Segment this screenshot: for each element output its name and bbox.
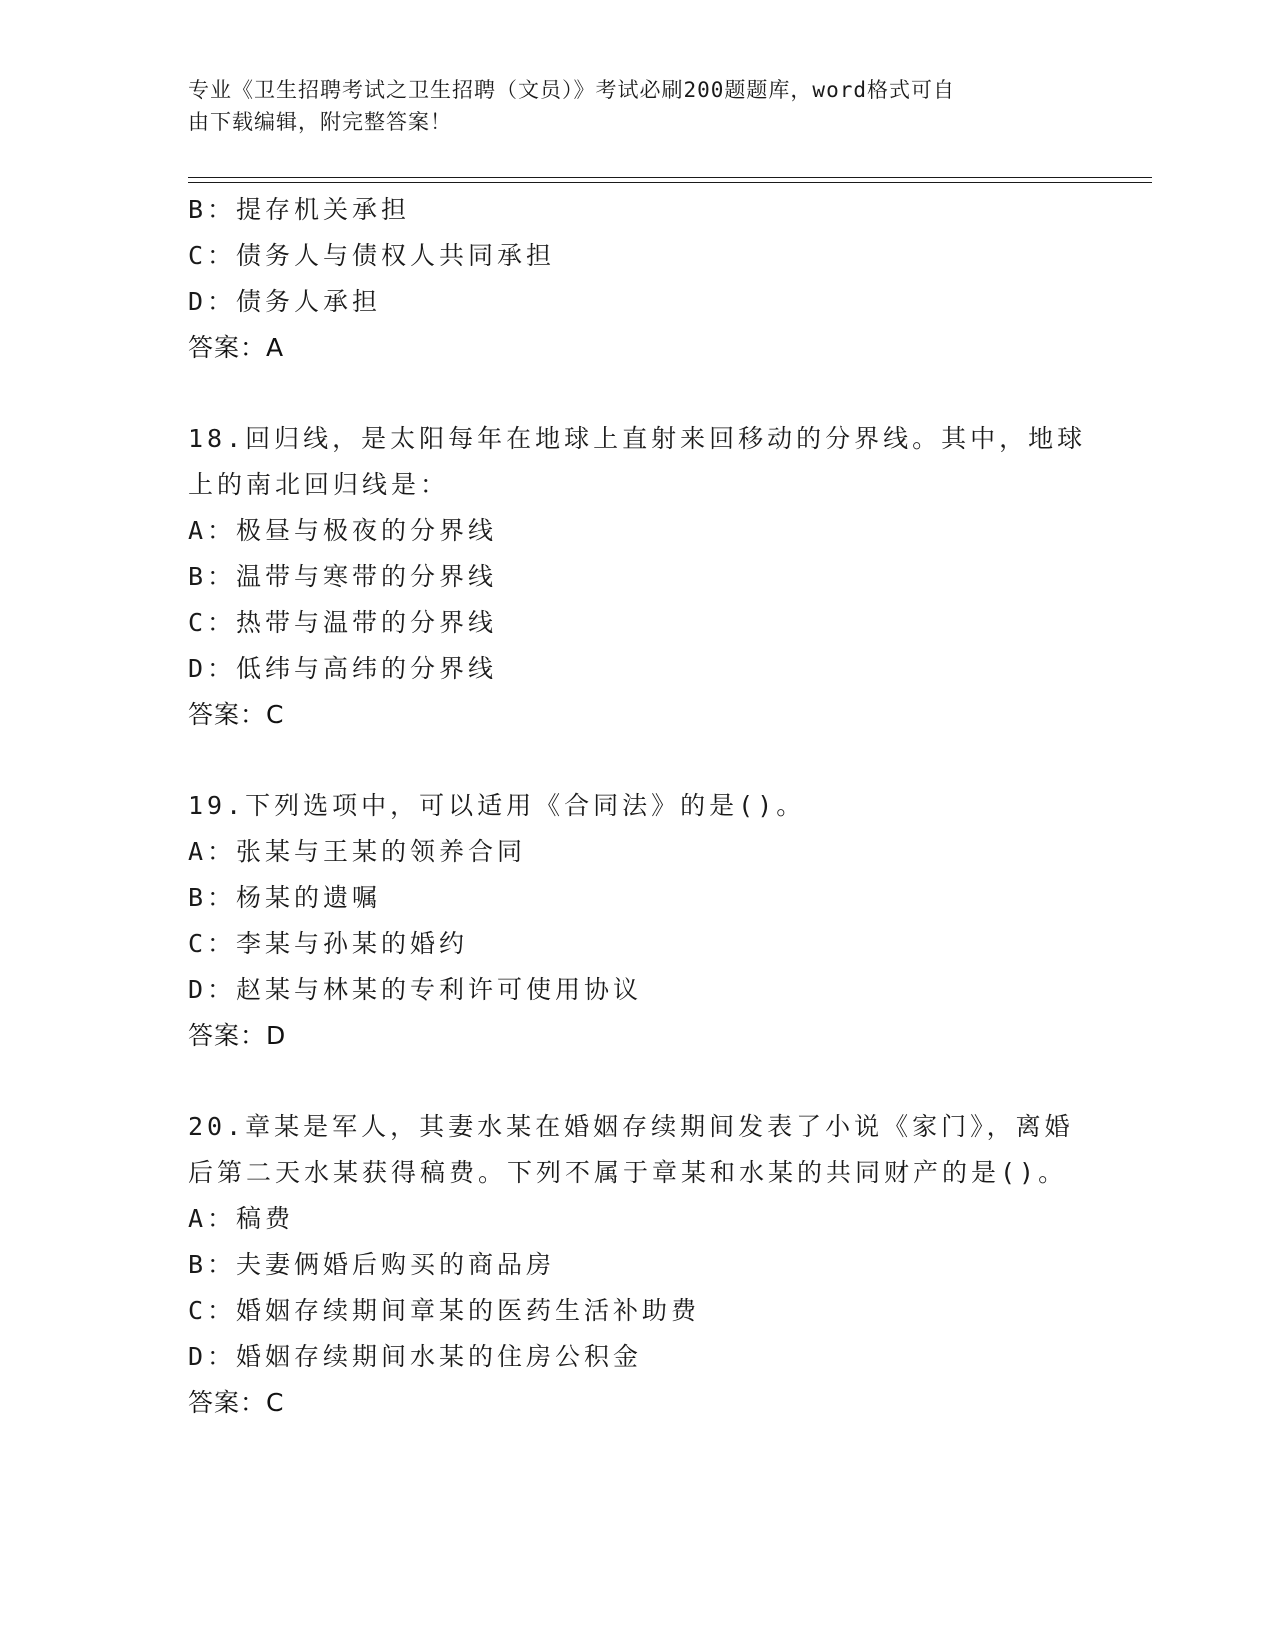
answer-line: 答案：C [188,1388,285,1417]
question-stem-line: 18.回归线，是太阳每年在地球上直射来回移动的分界线。其中，地球 [188,424,1087,453]
question-stem-line: 上的南北回归线是： [188,470,450,499]
option-b: B：杨某的遗嘱 [188,883,382,912]
spacer [188,738,1088,783]
answer-line: 答案：A [188,333,285,362]
option-c: C：债务人与债权人共同承担 [188,241,556,270]
option-c: C：热带与温带的分界线 [188,608,498,637]
question-17-tail [188,187,1088,371]
header-divider-top [188,177,1152,178]
option-c: C：李某与孙某的婚约 [188,929,469,958]
option-d: D：债务人承担 [188,287,382,316]
question-stem-line: 20.章某是军人，其妻水某在婚姻存续期间发表了小说《家门》，离婚 [188,1112,1074,1141]
option-c: C：婚姻存续期间章某的医药生活补助费 [188,1296,701,1325]
option-a: A：张某与王某的领养合同 [188,837,527,866]
question-list [188,187,1088,1426]
header-line-1: 专业《卫生招聘考试之卫生招聘（文员）》考试必刷200题题库，word格式可自 [188,78,955,102]
option-b: B：提存机关承担 [188,195,411,224]
document-header [188,74,1068,138]
question-20 [188,1104,1088,1426]
spacer [188,1059,1088,1104]
answer-line: 答案：C [188,700,285,729]
question-stem-line: 后第二天水某获得稿费。下列不属于章某和水某的共同财产的是()。 [188,1158,1068,1187]
option-a: A：极昼与极夜的分界线 [188,516,498,545]
header-divider-bottom [188,182,1152,183]
option-a: A：稿费 [188,1204,295,1233]
spacer [188,371,1088,416]
question-19 [188,783,1088,1059]
question-stem-line: 19.下列选项中，可以适用《合同法》的是()。 [188,791,806,820]
header-line-2: 由下载编辑，附完整答案！ [188,110,452,134]
option-d: D：婚姻存续期间水某的住房公积金 [188,1342,643,1371]
question-18 [188,416,1088,738]
option-d: D：低纬与高纬的分界线 [188,654,498,683]
option-b: B：夫妻俩婚后购买的商品房 [188,1250,556,1279]
answer-line: 答案：D [188,1021,287,1050]
option-b: B：温带与寒带的分界线 [188,562,498,591]
option-d: D：赵某与林某的专利许可使用协议 [188,975,643,1004]
